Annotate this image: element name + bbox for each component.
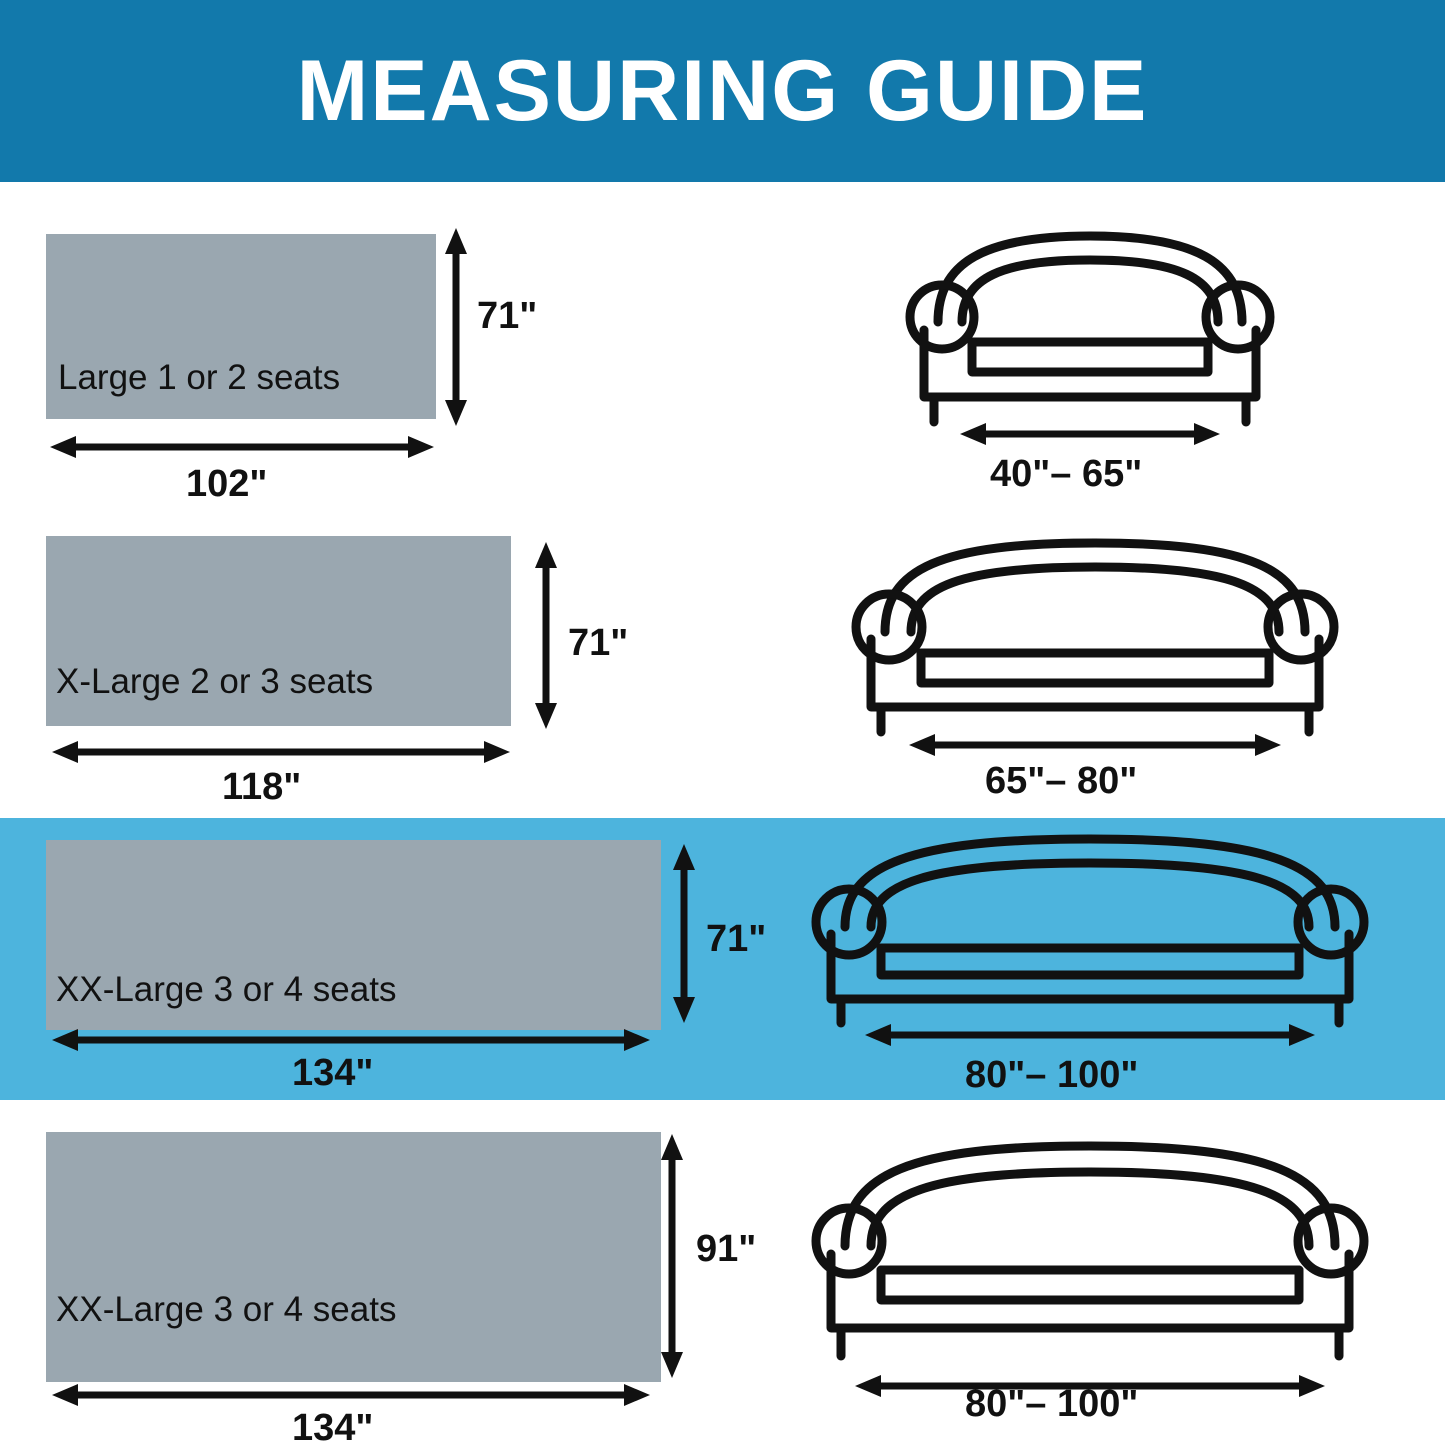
sofa-width-value: 65"– 80" <box>985 760 1138 802</box>
header-banner <box>0 0 1445 182</box>
row-xx-large-91 <box>0 1100 1445 1449</box>
dimension-arrows <box>0 512 700 818</box>
sofa-width-arrow <box>845 527 1345 787</box>
dimension-arrows <box>0 182 700 502</box>
sofa-width-arrow <box>880 222 1300 482</box>
cover-width-value: 134" <box>292 1407 374 1449</box>
sofa-width-value: 80"– 100" <box>965 1383 1139 1425</box>
dimension-arrows <box>0 818 820 1100</box>
sofa-width-value: 40"– 65" <box>990 453 1143 495</box>
row-large <box>0 182 1445 505</box>
cover-width-value: 102" <box>186 463 268 505</box>
row-xx-large-71 <box>0 818 1445 1100</box>
cover-height-value: 71" <box>477 295 538 337</box>
sofa-width-arrow <box>805 823 1375 1078</box>
cover-height-value: 71" <box>706 918 767 960</box>
cover-label: XX-Large 3 or 4 seats <box>56 1290 397 1329</box>
cover-label: XX-Large 3 or 4 seats <box>56 970 397 1009</box>
cover-width-value: 118" <box>222 766 302 808</box>
cover-label: X-Large 2 or 3 seats <box>56 662 374 701</box>
sofa-width-arrow <box>805 1128 1375 1418</box>
cover-height-value: 71" <box>568 622 629 664</box>
cover-label: Large 1 or 2 seats <box>58 358 341 397</box>
cover-height-value: 91" <box>696 1228 757 1270</box>
row-x-large <box>0 512 1445 818</box>
cover-width-value: 134" <box>292 1052 374 1094</box>
page-title: MEASURING GUIDE <box>296 43 1149 139</box>
sofa-width-value: 80"– 100" <box>965 1054 1139 1096</box>
